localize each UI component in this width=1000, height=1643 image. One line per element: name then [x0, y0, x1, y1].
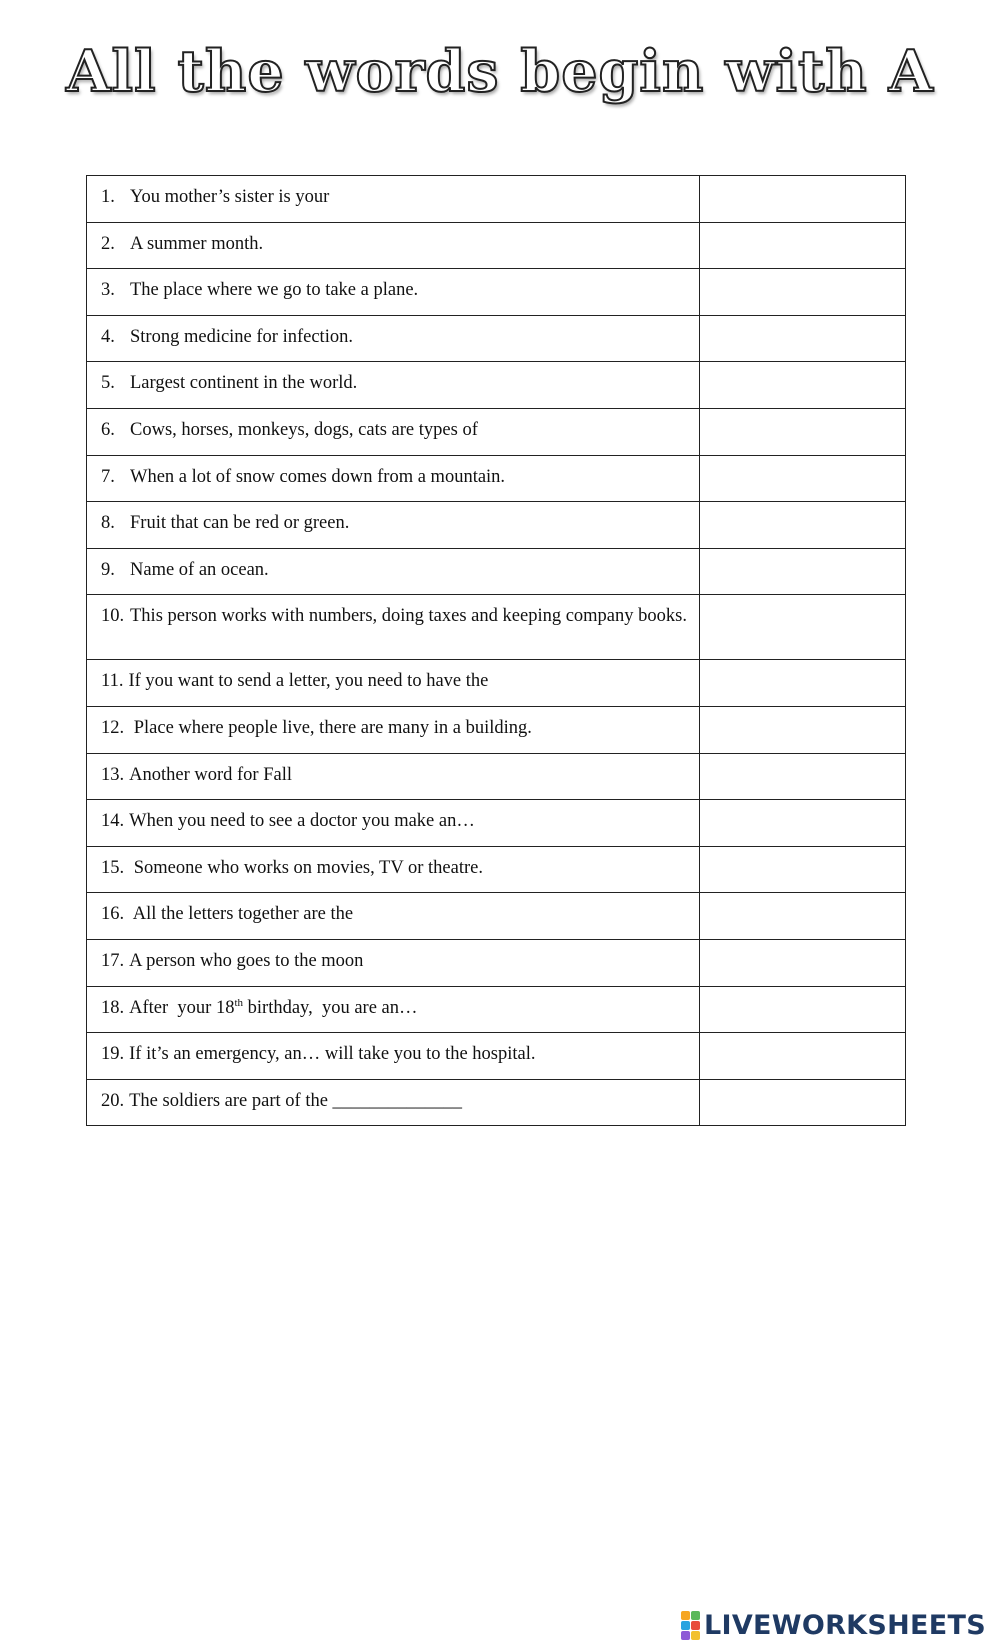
- question-cell: [87, 315, 700, 362]
- question-number: 17.: [101, 950, 125, 971]
- answer-cell: [700, 706, 906, 753]
- question-number: 2.: [101, 233, 115, 254]
- table-row: [87, 939, 906, 986]
- question-text-before: After your 18: [129, 997, 235, 1018]
- question-number: 12.: [101, 717, 125, 738]
- question-text: This person works with numbers, doing taxes and keeping company books.: [130, 606, 687, 627]
- logo-tile: [681, 1621, 690, 1630]
- answer-input-12[interactable]: [700, 707, 905, 753]
- question-cell: [87, 753, 700, 800]
- question-number: 13.: [101, 764, 125, 785]
- question-text: The place where we go to take a plane.: [130, 280, 419, 301]
- question-text: A summer month.: [130, 233, 264, 254]
- question-number: 16.: [101, 904, 125, 925]
- ordinal-superscript: th: [234, 996, 244, 1009]
- question-text: All the letters together are the: [129, 904, 354, 925]
- answer-input-6[interactable]: [700, 409, 905, 455]
- table-row: [87, 986, 906, 1033]
- answer-input-2[interactable]: [700, 223, 905, 269]
- answer-input-8[interactable]: [700, 502, 905, 548]
- answer-cell: [700, 176, 906, 223]
- question-number: 1.: [101, 187, 115, 207]
- question-text: Largest continent in the world.: [130, 373, 358, 394]
- answer-cell: [700, 455, 906, 502]
- question-number: 14.: [101, 811, 125, 832]
- question-cell: [87, 986, 700, 1033]
- table-row: [87, 362, 906, 409]
- question-cell: [87, 408, 700, 455]
- table-row: [87, 408, 906, 455]
- liveworksheets-logo-icon: [681, 1611, 700, 1640]
- logo-tile: [691, 1611, 700, 1620]
- answer-cell: [700, 800, 906, 847]
- answer-cell: [700, 222, 906, 269]
- answer-cell: [700, 1033, 906, 1080]
- question-text: [129, 1090, 689, 1112]
- question-number: 6.: [101, 419, 115, 440]
- question-text-after: birthday, you are an…: [243, 997, 418, 1018]
- question-cell: [87, 846, 700, 893]
- fill-in-blank: ______________: [332, 1090, 463, 1111]
- footer-branding: [681, 1610, 986, 1641]
- question-number: 10.: [101, 606, 125, 627]
- question-text: [129, 997, 689, 1019]
- answer-input-3[interactable]: [700, 269, 905, 315]
- answer-input-13[interactable]: [700, 754, 905, 800]
- table-row: [87, 893, 906, 940]
- question-cell: [87, 176, 700, 223]
- question-text: A person who goes to the moon: [129, 950, 364, 971]
- answer-cell: [700, 502, 906, 549]
- question-text-main: The soldiers are part of the: [129, 1090, 333, 1111]
- question-cell: [87, 939, 700, 986]
- table-row: [87, 1079, 906, 1126]
- question-cell: [87, 595, 700, 660]
- question-cell: [87, 502, 700, 549]
- logo-tile: [691, 1631, 700, 1640]
- answer-input-20[interactable]: [700, 1080, 905, 1126]
- question-number: 9.: [101, 559, 115, 580]
- answer-input-4[interactable]: [700, 316, 905, 362]
- answer-input-18[interactable]: [700, 987, 905, 1033]
- answer-cell: [700, 548, 906, 595]
- answer-cell: [700, 362, 906, 409]
- question-text: Strong medicine for infection.: [130, 326, 353, 347]
- question-cell: [87, 269, 700, 316]
- answer-input-10[interactable]: [700, 595, 905, 659]
- question-number: 8.: [101, 513, 115, 534]
- question-text: Fruit that can be red or green.: [130, 513, 350, 534]
- answer-cell: [700, 893, 906, 940]
- question-cell: [87, 455, 700, 502]
- logo-tile: [681, 1631, 690, 1640]
- logo-tile: [681, 1611, 690, 1620]
- question-number: 7.: [101, 466, 115, 487]
- answer-input-14[interactable]: [700, 800, 905, 846]
- question-text: You mother’s sister is your: [130, 187, 330, 207]
- question-text: Another word for Fall: [129, 764, 292, 785]
- logo-tile: [691, 1621, 700, 1630]
- question-text: Name of an ocean.: [130, 559, 269, 580]
- question-text: Cows, horses, monkeys, dogs, cats are types of: [130, 419, 478, 440]
- answer-cell: [700, 753, 906, 800]
- question-text: If you want to send a letter, you need to have the: [128, 671, 489, 692]
- answer-cell: [700, 595, 906, 660]
- question-text: If it’s an emergency, an… will take you to the hospital.: [129, 1044, 536, 1065]
- question-number: 5.: [101, 373, 115, 394]
- table-row: [87, 595, 906, 660]
- table-row: [87, 753, 906, 800]
- answer-cell: [700, 846, 906, 893]
- answer-input-11[interactable]: [700, 660, 905, 706]
- question-cell: [87, 1079, 700, 1126]
- answer-input-17[interactable]: [700, 940, 905, 986]
- question-text: When a lot of snow comes down from a mountain.: [130, 466, 506, 487]
- page-title: All the words begin with A: [66, 38, 934, 105]
- question-number: 20.: [101, 1090, 125, 1111]
- question-text: Place where people live, there are many in a building.: [129, 717, 532, 738]
- answer-cell: [700, 408, 906, 455]
- question-number: 4.: [101, 326, 115, 347]
- answer-cell: [700, 986, 906, 1033]
- table-row: [87, 315, 906, 362]
- question-number: 19.: [101, 1044, 125, 1065]
- table-row: [87, 660, 906, 707]
- table-row: [87, 800, 906, 847]
- table-row: [87, 176, 906, 223]
- table-row: [87, 1033, 906, 1080]
- question-number: 15.: [101, 857, 125, 878]
- brand-name: LIVEWORKSHEETS: [703, 1610, 986, 1641]
- quiz-table: [86, 175, 906, 1126]
- answer-input-19[interactable]: [700, 1033, 905, 1079]
- question-cell: [87, 660, 700, 707]
- question-cell: [87, 1033, 700, 1080]
- question-number: 3.: [101, 280, 115, 301]
- table-row: [87, 502, 906, 549]
- answer-cell: [700, 660, 906, 707]
- question-text: Someone who works on movies, TV or theatre.: [129, 857, 483, 878]
- table-row: [87, 269, 906, 316]
- question-number: 11.: [101, 671, 124, 692]
- question-cell: [87, 893, 700, 940]
- question-cell: [87, 362, 700, 409]
- table-row: [87, 548, 906, 595]
- answer-cell: [700, 939, 906, 986]
- table-row: [87, 222, 906, 269]
- answer-input-16[interactable]: [700, 893, 905, 939]
- table-row: [87, 455, 906, 502]
- question-cell: [87, 706, 700, 753]
- answer-input-7[interactable]: [700, 456, 905, 502]
- question-cell: [87, 800, 700, 847]
- table-row: [87, 846, 906, 893]
- question-cell: [87, 222, 700, 269]
- question-cell: [87, 548, 700, 595]
- answer-cell: [700, 1079, 906, 1126]
- answer-input-15[interactable]: [700, 847, 905, 893]
- question-number: 18.: [101, 997, 125, 1018]
- answer-cell: [700, 315, 906, 362]
- answer-input-5[interactable]: [700, 362, 905, 408]
- answer-input-1[interactable]: [700, 176, 905, 222]
- answer-cell: [700, 269, 906, 316]
- answer-input-9[interactable]: [700, 549, 905, 595]
- question-text: When you need to see a doctor you make an…: [129, 811, 475, 832]
- table-row: [87, 706, 906, 753]
